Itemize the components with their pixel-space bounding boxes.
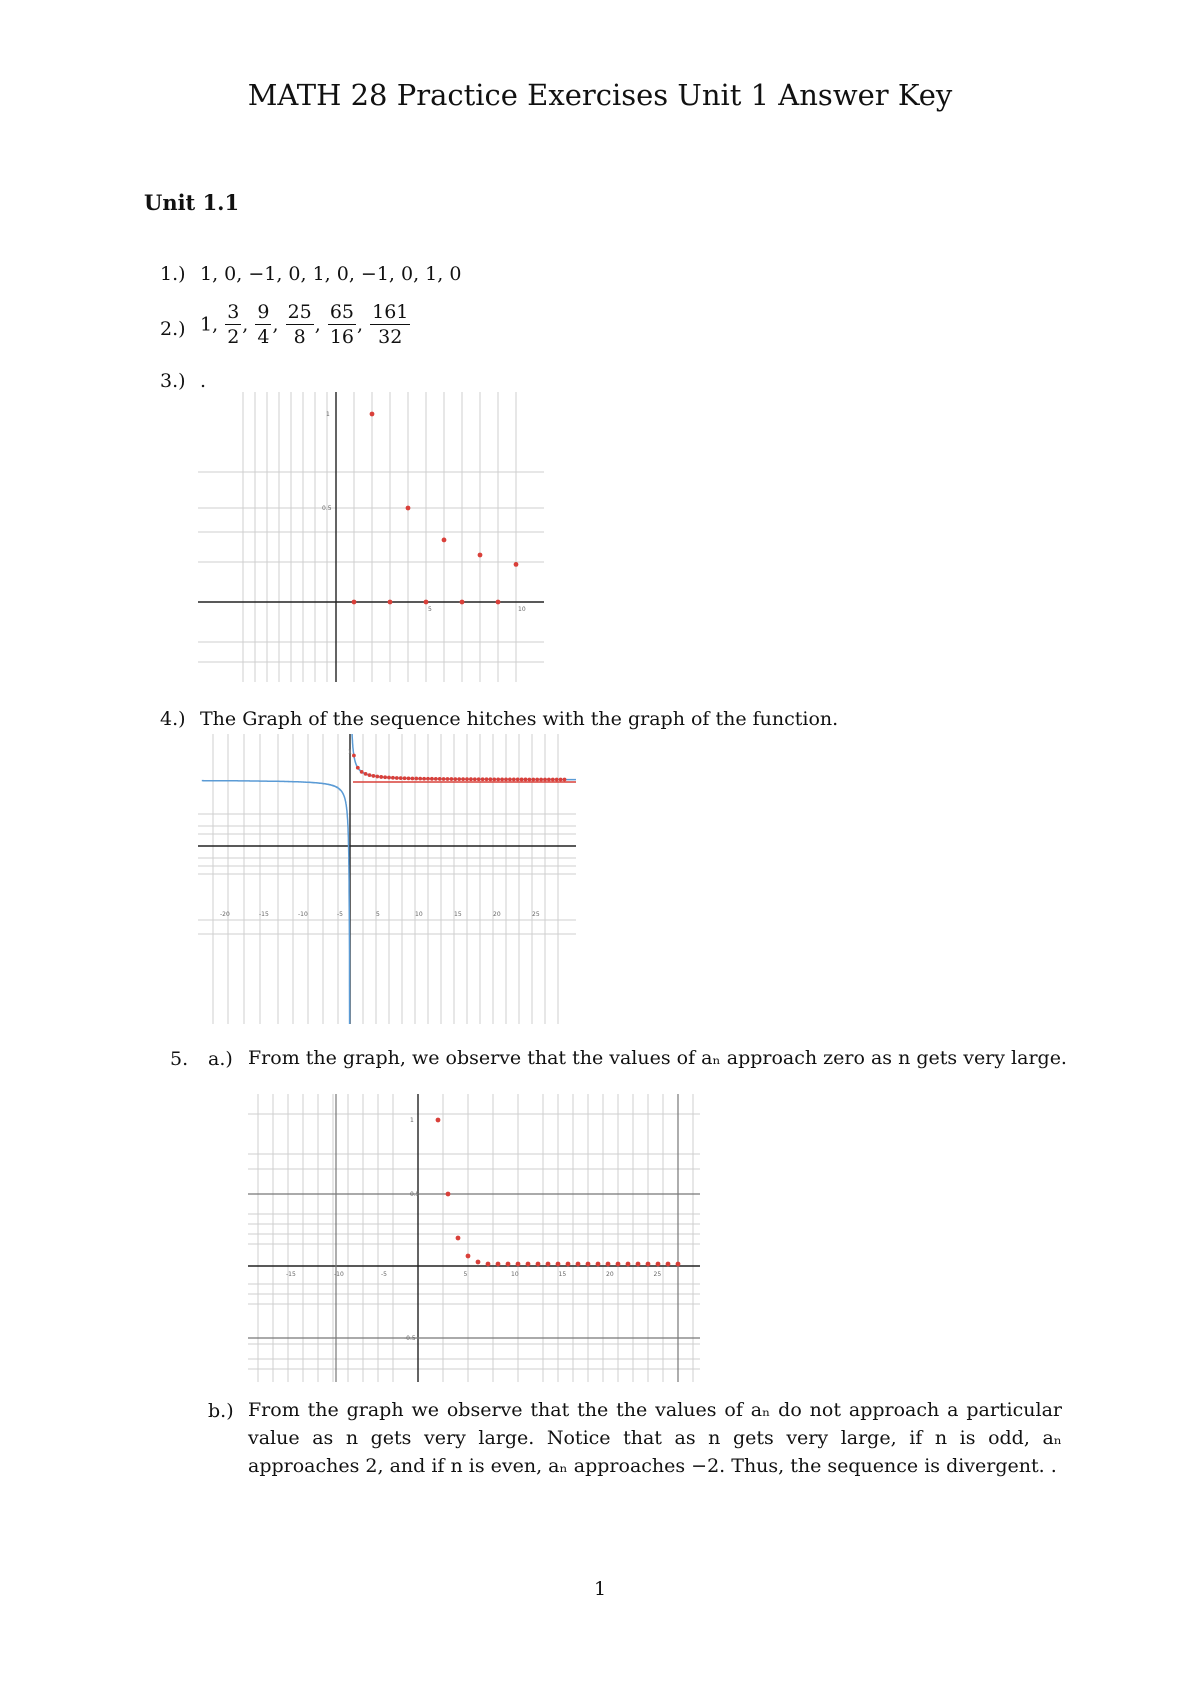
data-point	[395, 776, 399, 780]
data-point	[368, 773, 372, 777]
tick-label: 20	[606, 1271, 614, 1278]
data-point	[352, 754, 356, 758]
data-point	[461, 777, 465, 781]
data-point	[460, 600, 465, 605]
data-point	[446, 1192, 451, 1197]
data-point	[489, 777, 493, 781]
data-point	[500, 777, 504, 781]
tick-label: -5	[337, 911, 343, 918]
data-point	[551, 778, 555, 782]
item-5-label: 5.	[170, 1048, 189, 1070]
tick-label: 15	[454, 911, 462, 918]
item-5b-answer: From the graph we observe that the the values of aₙ do not approach a particular value as n gets very large. Notice that as n gets very large, if n is odd, aₙ approaches 2, and if n is even, aₙ approaches −2. Thus, the sequence is divergent. .	[248, 1399, 1062, 1477]
data-point	[596, 1262, 601, 1267]
tick-label: 5	[376, 911, 380, 918]
sequence-graph-3	[198, 392, 544, 682]
tick-label: 1	[348, 749, 352, 756]
item-3-label: 3.)	[160, 370, 186, 392]
data-point	[403, 776, 407, 780]
data-point	[666, 1262, 671, 1267]
data-point	[512, 778, 516, 782]
item-5a-label: a.)	[208, 1048, 233, 1070]
data-point	[566, 1262, 571, 1267]
item-3-answer: .	[200, 370, 207, 392]
data-point	[442, 777, 446, 781]
function-curve-right	[350, 734, 576, 780]
data-point	[473, 777, 477, 781]
tick-label: 0.5	[322, 505, 332, 512]
data-point	[426, 777, 430, 781]
data-point	[504, 777, 508, 781]
document-title: MATH 28 Practice Exercises Unit 1 Answer Key	[247, 78, 953, 112]
function-curve-left	[202, 781, 350, 1024]
data-point	[469, 777, 473, 781]
data-point	[555, 778, 559, 782]
data-point	[636, 1262, 641, 1267]
data-point	[375, 775, 379, 779]
data-point	[457, 777, 461, 781]
tick-label: 1	[326, 411, 330, 418]
data-point	[516, 778, 520, 782]
data-point	[536, 1262, 541, 1267]
tick-label: -20	[220, 911, 230, 918]
data-point	[528, 778, 532, 782]
fraction: $\frac{9}{4}$	[257, 301, 270, 348]
tick-label: 20	[493, 911, 501, 918]
data-point	[430, 777, 434, 781]
data-point	[514, 562, 519, 567]
data-point	[352, 600, 357, 605]
tick-label: 25	[532, 911, 540, 918]
data-point	[436, 1118, 441, 1123]
item-4-label: 4.)	[160, 708, 186, 730]
data-point	[496, 1262, 501, 1267]
tick-label: -15	[286, 1271, 296, 1278]
data-point	[546, 1262, 551, 1267]
data-point	[481, 777, 485, 781]
tick-label: 5	[428, 606, 432, 613]
data-point	[563, 778, 567, 782]
data-point	[492, 777, 496, 781]
fraction: $\frac{161}{32}$	[372, 301, 409, 348]
section-heading: Unit 1.1	[144, 190, 240, 215]
data-point	[478, 553, 483, 558]
item-1-label: 1.)	[160, 263, 186, 285]
data-point	[496, 600, 501, 605]
tick-label: 15	[558, 1271, 567, 1278]
data-point	[411, 777, 415, 781]
data-point	[407, 776, 411, 780]
data-point	[391, 776, 395, 780]
item-5a-answer: From the graph, we observe that the values of aₙ approach zero as n gets very large.	[248, 1047, 1067, 1069]
data-point	[372, 774, 376, 778]
data-point	[606, 1262, 611, 1267]
data-point	[388, 600, 393, 605]
fraction: $\frac{65}{16}$	[329, 301, 355, 348]
data-point	[477, 777, 481, 781]
data-point	[539, 778, 543, 782]
data-point	[485, 777, 489, 781]
item-2-lead: 1,	[200, 313, 219, 336]
data-point	[476, 1260, 481, 1265]
data-point	[526, 1262, 531, 1267]
data-point	[406, 506, 411, 511]
item-2-answer: 1, $\frac{3}{2}$ , $\frac{9}{4}$ , $\frac{25}{8}$ , $\frac{65}{16}$ , $\frac{161}{32}$	[200, 301, 409, 348]
tick-label: 1	[410, 1117, 414, 1124]
data-point	[535, 778, 539, 782]
data-point	[576, 1262, 581, 1267]
data-point	[364, 772, 368, 776]
data-point	[516, 1262, 521, 1267]
tick-label: 25	[653, 1271, 662, 1278]
tick-label: 0.5	[410, 1191, 420, 1198]
data-point	[520, 778, 524, 782]
data-point	[379, 775, 383, 779]
tick-label: -0.5	[404, 1335, 416, 1342]
data-point	[414, 777, 418, 781]
data-point	[360, 770, 364, 774]
data-point	[446, 777, 450, 781]
data-point	[508, 778, 512, 782]
data-point	[383, 775, 387, 779]
tick-label: 5	[463, 1271, 468, 1278]
data-point	[496, 777, 500, 781]
item-1-answer: 1, 0, −1, 0, 1, 0, −1, 0, 1, 0	[200, 263, 462, 285]
data-point	[616, 1262, 621, 1267]
data-point	[486, 1262, 491, 1267]
data-point	[418, 777, 422, 781]
data-point	[543, 778, 547, 782]
data-point	[370, 412, 375, 417]
data-point	[559, 778, 563, 782]
data-point	[531, 778, 535, 782]
tick-label: 10	[415, 911, 423, 918]
data-point	[656, 1262, 661, 1267]
data-point	[453, 777, 457, 781]
data-point	[387, 776, 391, 780]
page-number: 1	[593, 1578, 607, 1600]
data-point	[456, 1236, 461, 1241]
tick-label: -15	[259, 911, 269, 918]
data-point	[399, 776, 403, 780]
item-2-label: 2.)	[160, 318, 186, 340]
tick-label: 10	[511, 1271, 519, 1278]
data-point	[524, 778, 528, 782]
data-point	[506, 1262, 511, 1267]
item-5b-label: b.)	[208, 1400, 234, 1422]
data-point	[556, 1262, 561, 1267]
data-point	[676, 1262, 681, 1267]
tick-label: -5	[381, 1271, 387, 1278]
data-point	[586, 1262, 591, 1267]
data-point	[626, 1262, 631, 1267]
item-4-answer: The Graph of the sequence hitches with the graph of the function.	[200, 708, 839, 730]
data-point	[438, 777, 442, 781]
data-point	[646, 1262, 651, 1267]
sequence-graph-5a	[248, 1094, 700, 1382]
tick-label: -10	[334, 1271, 344, 1278]
fraction: $\frac{3}{2}$	[227, 301, 240, 348]
data-point	[442, 538, 447, 543]
data-point	[547, 778, 551, 782]
data-point	[424, 600, 429, 605]
data-point	[356, 766, 360, 770]
data-point	[434, 777, 438, 781]
fraction: $\frac{25}{8}$	[287, 301, 312, 348]
data-point	[465, 777, 469, 781]
tick-label: 10	[518, 606, 526, 613]
sequence-function-graph-4	[198, 734, 576, 1024]
data-point	[466, 1254, 471, 1259]
data-point	[450, 777, 454, 781]
data-point	[422, 777, 426, 781]
tick-label: -10	[298, 911, 308, 918]
